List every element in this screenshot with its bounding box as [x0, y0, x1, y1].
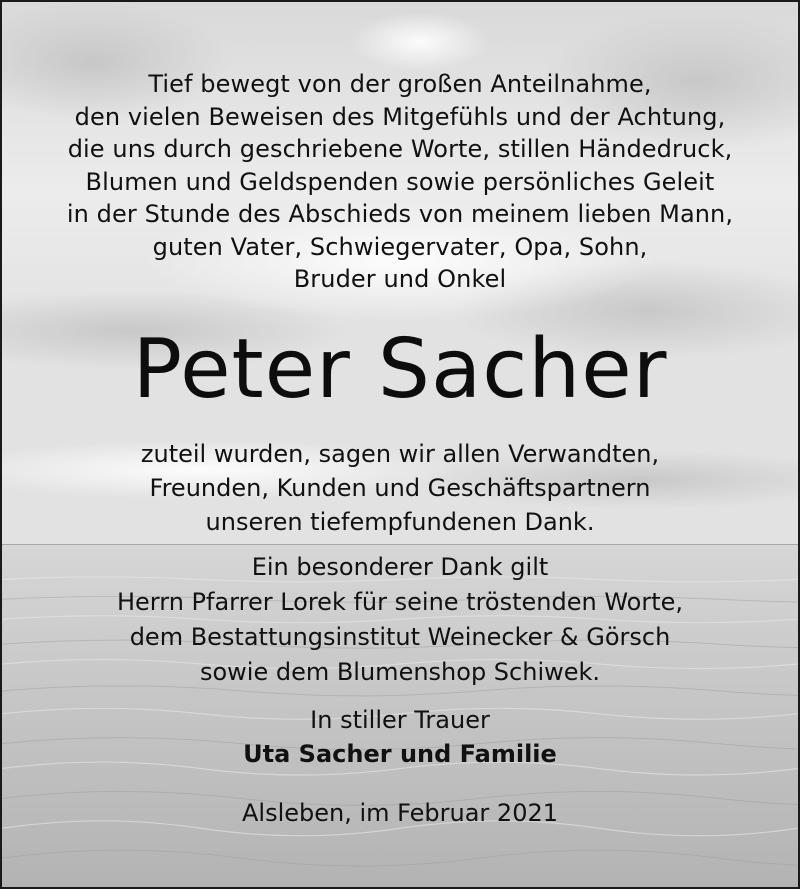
deceased-name: Peter Sacher — [132, 322, 668, 417]
mourning-signature — [2, 703, 798, 771]
intro-line: den vielen Beweisen des Mitgefühls und der Achtung, — [74, 102, 726, 131]
place-and-date: Alsleben, im Februar 2021 — [241, 799, 559, 827]
special-thanks-line: dem Bestattungsinstitut Weinecker & Görsch — [129, 623, 671, 651]
thanks-paragraph — [2, 437, 798, 539]
mourning-phrase: In stiller Trauer — [310, 706, 490, 734]
intro-line: in der Stunde des Abschieds von meinem lieben Mann, — [66, 200, 734, 228]
special-thanks-line: Herrn Pfarrer Lorek für seine tröstenden Worte, — [116, 588, 684, 616]
thanks-line: zuteil wurden, sagen wir allen Verwandten, — [140, 440, 660, 468]
intro-line: Bruder und Onkel — [293, 265, 507, 293]
family-signature: Uta Sacher und Familie — [243, 740, 557, 768]
intro-line: die uns durch geschriebene Worte, stillen Händedruck, — [67, 135, 733, 163]
special-thanks-paragraph — [2, 550, 798, 690]
special-thanks-line: Ein besonderer Dank gilt — [251, 553, 549, 581]
intro-line: Tief bewegt von der großen Anteilnahme, — [148, 70, 652, 98]
thanks-line: unseren tiefempfundenen Dank. — [205, 508, 595, 536]
intro-paragraph — [2, 68, 798, 296]
thanks-line: Freunden, Kunden und Geschäftspartnern — [149, 474, 651, 502]
intro-line: Blumen und Geldspenden sowie persönliches Geleit — [85, 167, 715, 196]
special-thanks-line: sowie dem Blumenshop Schiwek. — [199, 658, 601, 686]
intro-line: guten Vater, Schwiegervater, Opa, Sohn, — [152, 232, 648, 261]
